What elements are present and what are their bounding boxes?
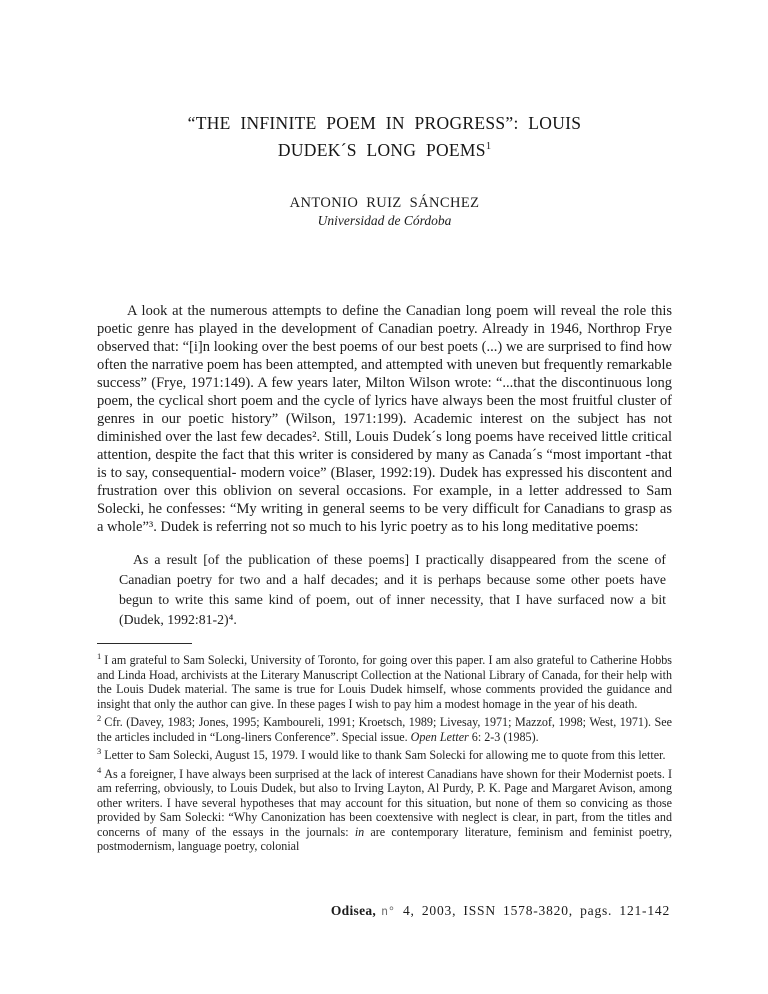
footnote-4-text: As a foreigner, I have always been surprised at the lack of interest Canadians have shown for their Modernist poets. I am referring, obviously, to Louis Dudek, but also to Irving Layton, Al Purdy, P. K. Page and Margaret Avison, among other writers. I have several hypotheses that may account for this situation, but none of them so convicing as those provided by Sam Solecki: “Why Canonization has been coextensive with neglect is clear, in part, from the titles and concerns of many of the essays in the journals: in are contemporary literature, feminism and feminist poetry, postmodernism, language poetry, colonial — [97, 766, 673, 854]
footnote-3 — [97, 744, 672, 763]
footnote-1-text: I am grateful to Sam Solecki, University of Toronto, for going over this paper. I am also grateful to Catherine Hobbs and Linda Hoad, archivists at the Literary Manuscript Collection at the National Library of Canada, for their help with the Louis Dudek material. The same is true for Louis Dudek himself, whose comments provided the guidance and insight that only the author can give. In these pages I wish to pay him a modest homage in the year of his death. — [97, 653, 672, 711]
footnote-4 — [97, 763, 672, 854]
footnote-3-text: Letter to Sam Solecki, August 15, 1979. I would like to thank Sam Solecki for allowing me to quote from this letter. — [104, 748, 666, 763]
footnote-2-marker: 2 — [97, 713, 102, 724]
title-footnote-marker: 1 — [485, 141, 492, 152]
journal-footer — [331, 903, 670, 919]
footnote-2-italic-title: Open Letter — [410, 729, 469, 744]
footnote-3-marker: 3 — [97, 746, 102, 757]
issue-info: 4, 2003, ISSN 1578-3820, pags. 121-142 — [402, 903, 670, 918]
journal-name: Odisea, — [330, 903, 377, 918]
article-title-line1: “THE INFINITE POEM IN PROGRESS”: LOUIS — [187, 113, 582, 133]
body-paragraph: A look at the numerous attempts to define the Canadian long poem will reveal the role this poetic genre has played in the development of Canadian poetry. Already in 1946, Northrop Frye observed that: “[i]n looking over the best poems of our best poets (...) we are surprised to find how often the narrative poem has been attempted, and attempted with uneven but frequently remarkable success” (Frye, 1971:149). A few years later, Milton Wilson wrote: “...that the discontinuous long poem, the cyclical short poem and the cycle of lyrics have always been the most fruitful cluster of genres in our poetic history” (Wilson, 1971:199). Academic interest on the subject has not diminished over the last few decades². Still, Louis Dudek´s long poems have received little critical attention, despite the fact that this writer is considered by many as Canada´s “most important -that is to say, consequential- modern voice” (Blaser, 1992:19). Dudek has expressed his discontent and frustration over this oblivion on several occasions. For example, in a letter addressed to Sam Solecki, he confesses: “My writing in general seems to be very difficult for Canadians to grasp as a whole”³. Dudek is referring not so much to his lyric poetry as to his long meditative poems: — [97, 302, 672, 535]
footnote-2-text: Cfr. (Davey, 1983; Jones, 1995; Kamboureli, 1991; Kroetsch, 1989; Livesay, 1971; Mazzof, 1998; West, 1971). See the articles included in “Long-liners Conference”. Special issue. Open Letter 6: 2-3 (1985). — [97, 715, 672, 744]
footnotes-section — [97, 649, 672, 854]
footnote-1-marker: 1 — [97, 651, 102, 662]
page-content — [97, 112, 672, 854]
author-name: ANTONIO RUIZ SÁNCHEZ — [289, 194, 480, 211]
footnote-separator — [97, 643, 192, 644]
footnote-1 — [97, 649, 672, 711]
block-quote: As a result [of the publication of these poems] I practically disappeared from the scene of Canadian poetry for two and a half decades; and it is perhaps because some other poets have begun to write this same kind of poem, out of inner necessity, that I have surfaced now a bit (Dudek, 1992:81-2)⁴. — [119, 552, 666, 628]
article-title — [97, 112, 672, 162]
footnote-4-italic-word: in — [354, 824, 365, 839]
footnote-2 — [97, 711, 672, 744]
article-title-line2: DUDEK´S LONG POEMS$^1$ — [277, 139, 492, 160]
issue-number-label: n° — [381, 904, 395, 918]
footnote-4-marker: 4 — [97, 764, 102, 775]
author-affiliation: Universidad de Córdoba — [317, 212, 452, 228]
